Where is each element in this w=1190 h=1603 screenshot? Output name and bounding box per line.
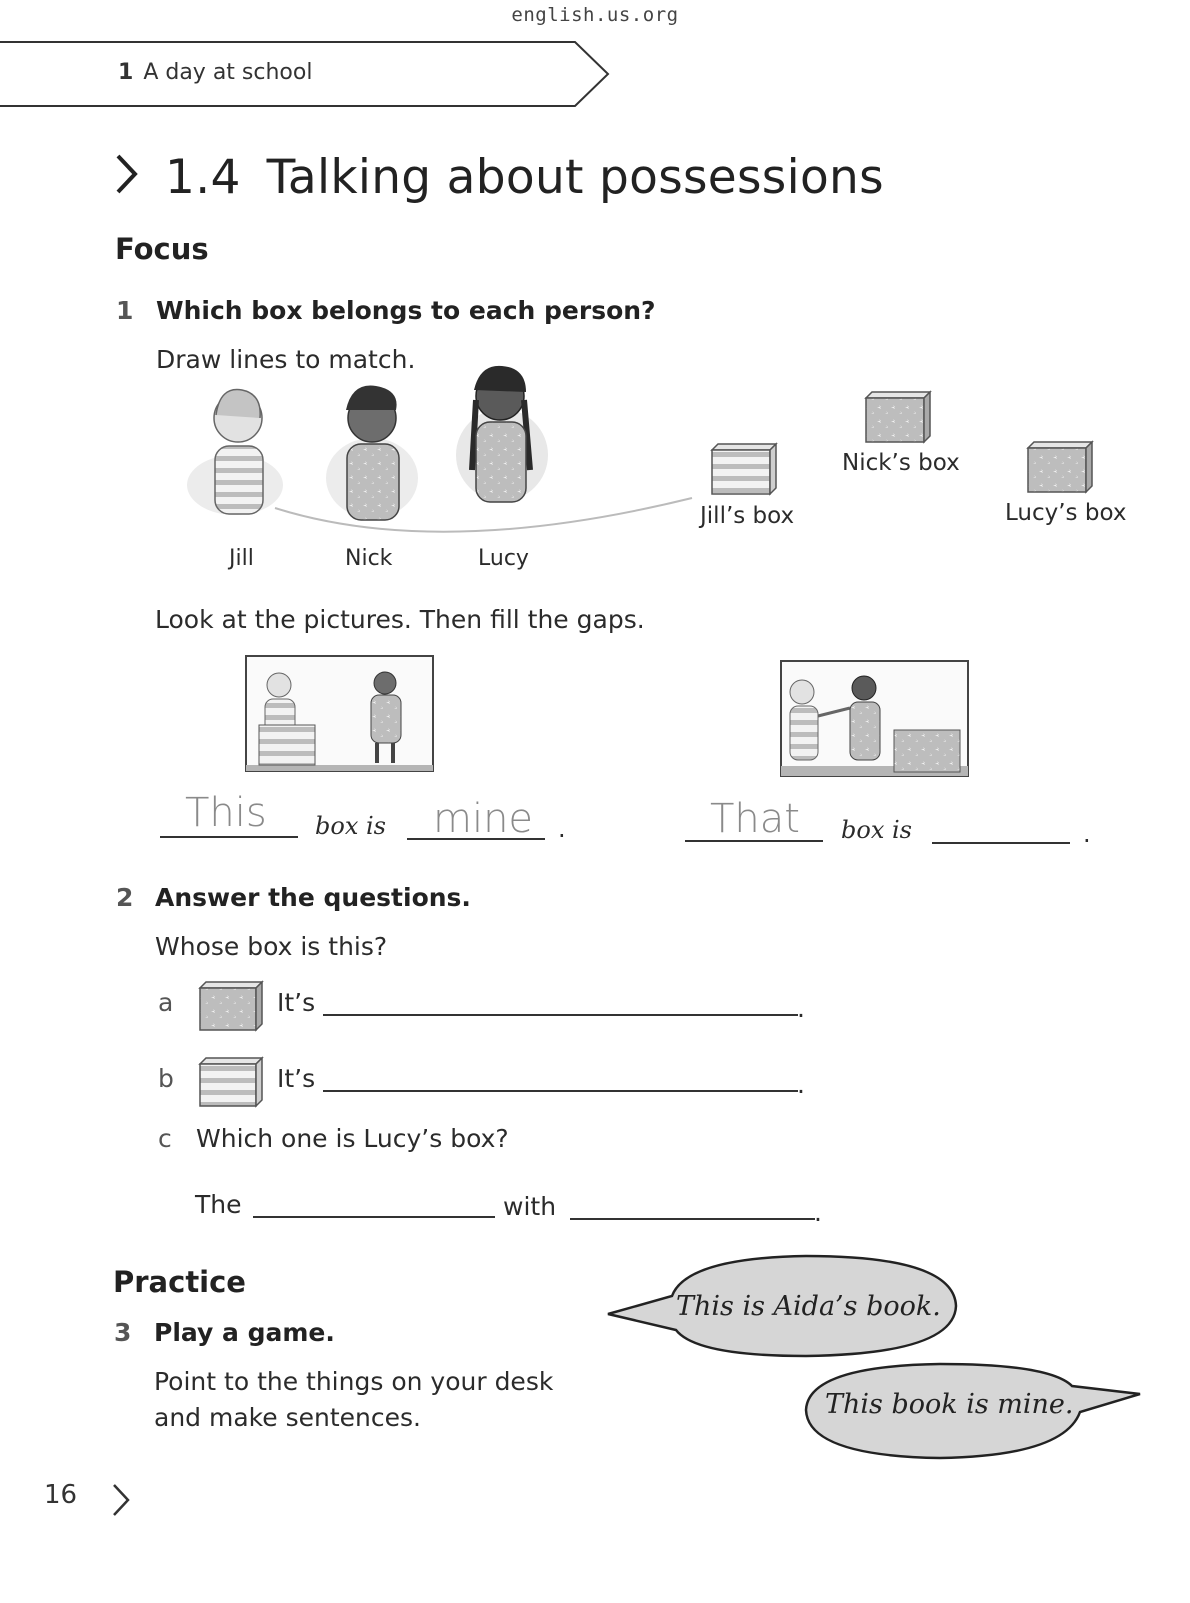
box-label-lucy: Lucy’s box — [1005, 500, 1127, 526]
item-b-end: . — [797, 1070, 805, 1099]
lesson-title — [165, 150, 884, 205]
nick-figure — [326, 386, 418, 521]
gap-sentence-middle: box is — [315, 812, 386, 840]
picture-frame-that-box — [780, 660, 970, 778]
question-3-title: Play a game. — [154, 1318, 335, 1347]
person-label-nick: Nick — [345, 546, 393, 571]
item-c-question: Which one is Lucy’s box? — [196, 1124, 509, 1153]
gap-sentence-middle: box is — [841, 816, 912, 844]
section-focus-heading: Focus — [115, 232, 209, 266]
item-c-with: with — [503, 1192, 557, 1221]
chevron-right-icon — [114, 150, 140, 198]
question-3-line-1: Point to the things on your desk — [154, 1367, 554, 1396]
gap-sentence-end: . — [558, 815, 566, 843]
lesson-number: 1.4 — [165, 150, 241, 205]
lesson-title-text: Talking about possessions — [266, 150, 884, 205]
unit-title: A day at school — [143, 60, 313, 85]
person-label-jill: Jill — [229, 546, 254, 571]
gap-answer-this: This — [185, 790, 267, 836]
question-2-number: 2 — [116, 883, 134, 912]
lucy-figure — [456, 366, 548, 502]
item-a-end: . — [797, 994, 805, 1023]
jill-figure — [187, 390, 283, 515]
question-3-number: 3 — [114, 1318, 132, 1347]
question-3-line-2: and make sentences. — [154, 1403, 421, 1432]
answer-line-a[interactable] — [323, 1014, 798, 1016]
item-c-the: The — [195, 1190, 242, 1219]
speech-bubble-2-text: This book is mine. — [825, 1389, 1074, 1420]
unit-label — [118, 60, 312, 85]
box-label-nick: Nick’s box — [842, 450, 960, 476]
item-b-text: It’s — [277, 1064, 316, 1093]
star-box-icon — [196, 978, 266, 1034]
answer-line-b[interactable] — [323, 1090, 798, 1092]
striped-box-icon — [708, 440, 780, 498]
gap-line — [160, 836, 298, 838]
striped-box-icon — [196, 1054, 266, 1110]
section-practice-heading: Practice — [113, 1265, 246, 1299]
question-1-number: 1 — [116, 296, 134, 325]
item-letter-b: b — [158, 1064, 174, 1093]
speech-bubble-1-text: This is Aida’s book. — [676, 1291, 941, 1322]
gap-answer-mine: mine — [433, 796, 534, 842]
gap-line — [685, 840, 823, 842]
question-1-instruction: Draw lines to match. — [156, 345, 416, 374]
star-box-icon — [862, 388, 934, 446]
question-1-title: Which box belongs to each person? — [156, 296, 656, 325]
question-2-prompt: Whose box is this? — [155, 932, 388, 961]
picture-frame-this-box — [245, 655, 435, 773]
item-c-end: . — [814, 1198, 822, 1227]
unit-number: 1 — [118, 60, 134, 85]
gap-sentence-end: . — [1083, 820, 1091, 848]
gap-answer-that: That — [710, 796, 800, 842]
question-1-instruction-2: Look at the pictures. Then fill the gaps. — [155, 605, 645, 634]
item-letter-a: a — [158, 988, 174, 1017]
page-number: 16 — [44, 1480, 78, 1510]
gap-line — [407, 838, 545, 840]
answer-line-c2[interactable] — [570, 1218, 815, 1220]
box-label-jill: Jill’s box — [700, 503, 795, 529]
question-2-title: Answer the questions. — [155, 883, 471, 912]
children-illustration — [180, 360, 710, 550]
star-box-icon — [1024, 438, 1096, 496]
chevron-right-icon — [110, 1482, 132, 1518]
item-letter-c: c — [158, 1124, 172, 1153]
person-label-lucy: Lucy — [478, 546, 529, 571]
watermark: english.us.org — [511, 4, 679, 26]
gap-line-empty[interactable] — [932, 842, 1070, 844]
item-a-text: It’s — [277, 988, 316, 1017]
answer-line-c1[interactable] — [253, 1216, 495, 1218]
